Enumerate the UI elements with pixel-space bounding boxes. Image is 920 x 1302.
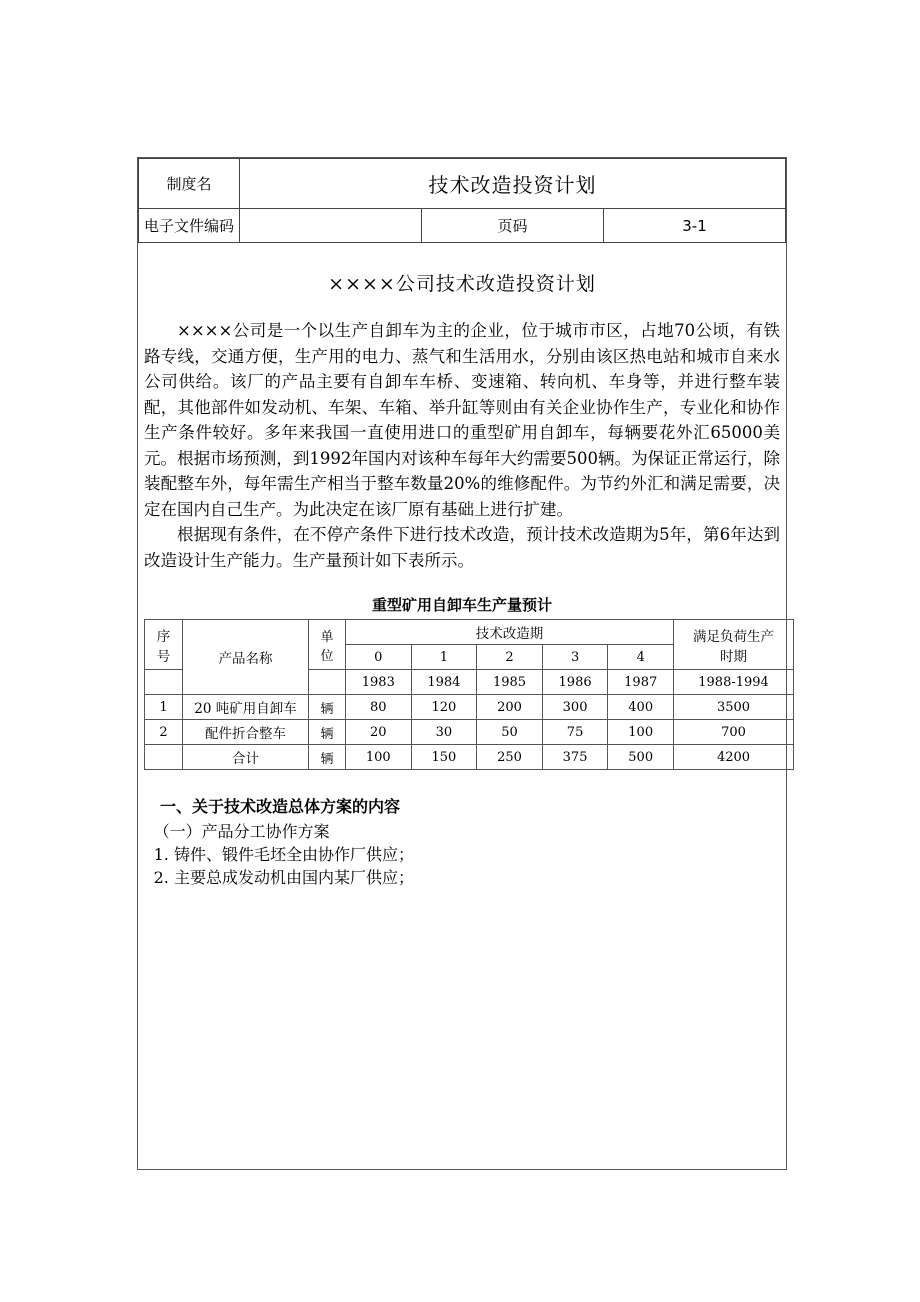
document-header-table [138,158,786,243]
cell-seq: 2 [145,720,183,745]
cell-product-name: 20 吨矿用自卸车 [183,695,309,720]
cell-total-y1: 150 [411,745,477,770]
table-row [145,720,794,745]
col-header-seq [145,620,183,670]
col-header-unit-line2: 位 [320,648,334,664]
cell-total-y3: 375 [542,745,608,770]
list-item: 1. 铸件、锻件毛坯全由协作厂供应； [153,845,414,864]
col-header-year-1: 1984 [411,670,477,695]
col-header-stage-1: 1 [411,645,477,670]
table-row-total [145,745,794,770]
header-file-code-label: 电子文件编码 [139,209,240,243]
col-header-year-3: 1986 [542,670,608,695]
cell-seq [145,745,183,770]
col-header-unit-blank [309,670,346,695]
section-heading: 一、关于技术改造总体方案的内容 [160,797,401,816]
cell-total-y2: 250 [477,745,543,770]
col-header-seq-blank [145,670,183,695]
table-caption: 重型矿用自卸车生产量预计 [371,596,552,614]
cell-unit: 辆 [309,745,346,770]
cell-total-label: 合计 [183,745,309,770]
col-header-stage-2: 2 [477,645,543,670]
cell-unit: 辆 [309,695,346,720]
paragraph-1: ××××公司是一个以生产自卸车为主的企业，位于城市市区，占地70公顷，有铁路专线，交通方便，生产用的电力、蒸气和生活用水，分别由该区热电站和城市自来水公司供给。该厂的产品主要有自卸车车桥、变速箱、转向机、车身等，并进行整车装配，其他部件如发动机、车架、车箱、举升缸等则由有关企业协作生产，专业化和协作生产条件较好。多年来我国一直使用进口的重型矿用自卸车，每辆要花外汇65000美元。根据市场预测，到1992年国内对该种车每年大约需要500辆。为保证正常运行，除装配整车外，每年需生产相当于整车数量20%的维修配件。为节约外汇和满足需要，决定在国内自己生产。为此决定在该厂原有基础上进行扩建。 [144,321,780,519]
col-header-full-load-years: 1988-1994 [674,670,794,695]
header-system-name-label: 制度名 [139,159,240,209]
col-header-seq-line2: 号 [156,648,171,665]
cell-value-y3: 300 [542,695,608,720]
col-header-unit-line1: 单 [320,629,334,645]
cell-value-y1: 120 [411,695,477,720]
col-header-year-4: 1987 [608,670,674,695]
cell-total-y4: 500 [608,745,674,770]
col-header-full-load [674,620,794,670]
cell-total-full-load: 4200 [674,745,794,770]
paragraph-2: 根据现有条件，在不停产条件下进行技术改造，预计技术改造期为5年，第6年达到改造设计生产能力。生产量预计如下表所示。 [144,525,780,570]
cell-value-full-load: 3500 [674,695,794,720]
header-page-value: 3-1 [604,209,786,243]
cell-value-y4: 400 [608,695,674,720]
col-header-seq-line1: 序 [156,628,171,645]
cell-seq: 1 [145,695,183,720]
section-subheading: （一）产品分工协作方案 [153,822,330,841]
table-header-row-1 [145,620,794,645]
cell-value-full-load: 700 [674,720,794,745]
col-header-stage-0: 0 [346,645,412,670]
col-header-stage-3: 3 [542,645,608,670]
production-forecast-table [144,619,794,770]
cell-value-y1: 30 [411,720,477,745]
header-row-title [139,159,786,209]
col-header-stage-4: 4 [608,645,674,670]
col-header-year-0: 1983 [346,670,412,695]
cell-total-y0: 100 [346,745,412,770]
cell-value-y0: 20 [346,720,412,745]
cell-product-name: 配件折合整车 [183,720,309,745]
header-page-label: 页码 [422,209,604,243]
cell-value-y2: 200 [477,695,543,720]
list-item: 2. 主要总成发动机由国内某厂供应； [153,868,414,887]
cell-value-y4: 100 [608,720,674,745]
col-header-full-load-line1: 满足负荷生产 [693,628,775,645]
cell-unit: 辆 [309,720,346,745]
col-header-full-load-line2: 时期 [720,648,748,665]
col-header-year-2: 1985 [477,670,543,695]
page-title: ××××公司技术改造投资计划 [328,273,596,295]
header-row-code [139,209,786,243]
col-header-unit [309,620,346,670]
col-header-product-name: 产品名称 [183,620,309,695]
col-header-period-group: 技术改造期 [346,620,674,645]
document-body [138,269,786,889]
cell-value-y0: 80 [346,695,412,720]
table-row [145,695,794,720]
cell-value-y3: 75 [542,720,608,745]
header-document-title: 技术改造投资计划 [240,159,786,209]
document-page [137,157,787,1170]
header-file-code-value [240,209,422,243]
cell-value-y2: 50 [477,720,543,745]
